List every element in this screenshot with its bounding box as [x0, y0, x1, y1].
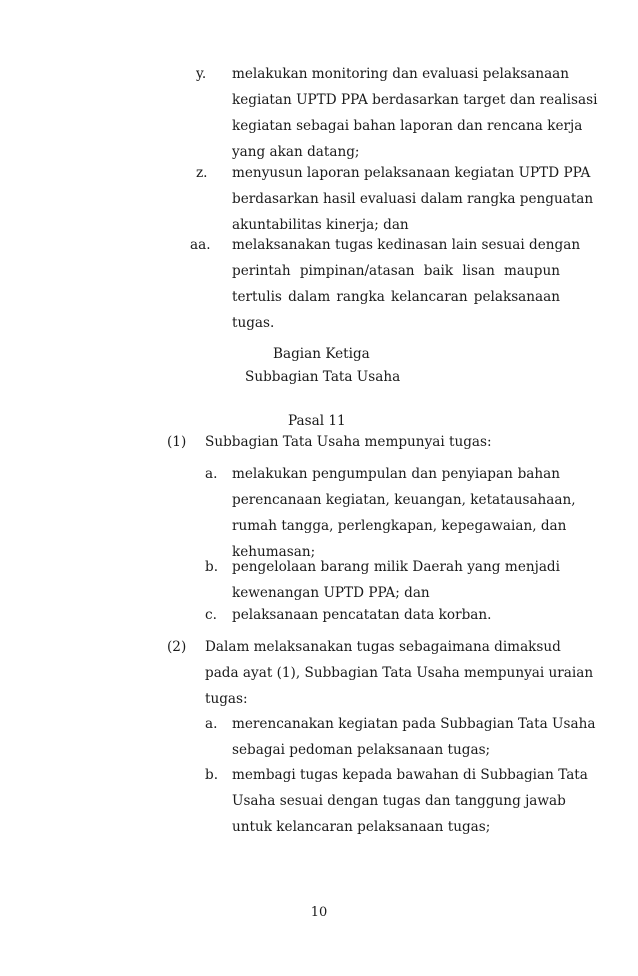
list-item — [205, 762, 588, 840]
item-text-line: kegiatan UPTD PPA berdasarkan target dan realisasi — [232, 92, 598, 108]
paragraph-text: Subbagian Tata Usaha mempunyai tugas: — [205, 434, 492, 450]
item-text-line: melaksanakan tugas kedinasan lain sesuai dengan — [232, 237, 581, 253]
paragraph-text-line: pada ayat (1), Subbagian Tata Usaha mempunyai uraian — [205, 665, 594, 681]
item-text-line: tertulis dalam rangka kelancaran pelaksanaan — [232, 289, 560, 305]
item-text-line: untuk kelancaran pelaksanaan tugas; — [232, 819, 491, 835]
section-title-heading: Subbagian Tata Usaha — [245, 369, 401, 385]
section-part-heading: Bagian Ketiga — [273, 346, 370, 362]
paragraph-marker: (1) — [167, 434, 187, 450]
item-text-line: melakukan monitoring dan evaluasi pelaksanaan — [232, 66, 570, 82]
item-marker: a. — [205, 466, 218, 482]
item-text-line: rumah tangga, perlengkapan, kepegawaian, dan — [232, 518, 567, 534]
item-text-line: Usaha sesuai dengan tugas dan tanggung jawab — [232, 793, 566, 809]
item-marker: aa. — [190, 237, 211, 253]
item-text-line: akuntabilitas kinerja; dan — [232, 217, 409, 233]
item-text-line: berdasarkan hasil evaluasi dalam rangka penguatan — [232, 191, 594, 207]
list-item — [205, 602, 560, 628]
item-text-line: kewenangan UPTD PPA; dan — [232, 585, 430, 601]
item-marker: z. — [196, 165, 208, 181]
item-text-line: membagi tugas kepada bawahan di Subbagian Tata — [232, 767, 588, 783]
item-text-line: pengelolaan barang milik Daerah yang menjadi — [232, 559, 560, 575]
list-item — [205, 554, 560, 606]
item-marker: b. — [205, 559, 219, 575]
page-number: 10 — [310, 905, 328, 920]
list-item — [190, 232, 581, 336]
item-text-line: perintah pimpinan/atasan baik lisan maupun — [232, 263, 560, 279]
item-text-line: pelaksanaan pencatatan data korban. — [232, 607, 492, 623]
item-text-line: menyusun laporan pelaksanaan kegiatan UPTD PPA — [232, 165, 591, 181]
article-heading: Pasal 11 — [288, 413, 346, 429]
item-text-line: melakukan pengumpulan dan penyiapan bahan — [232, 466, 560, 482]
paragraph-2 — [167, 634, 594, 712]
list-item — [205, 461, 576, 565]
item-text-line: kehumasan; — [232, 544, 316, 560]
item-text-line: merencanakan kegiatan pada Subbagian Tata Usaha — [232, 716, 596, 732]
item-marker: c. — [205, 607, 217, 623]
item-text-line: perencanaan kegiatan, keuangan, ketatausahaan, — [232, 492, 576, 508]
list-item — [205, 711, 596, 763]
paragraph-text-line: tugas: — [205, 691, 248, 707]
paragraph-text-line: Dalam melaksanakan tugas sebagaimana dimaksud — [205, 639, 561, 655]
item-text-line: tugas. — [232, 315, 275, 331]
item-marker: y. — [196, 66, 207, 82]
paragraph-marker: (2) — [167, 639, 187, 655]
paragraph-1 — [167, 429, 567, 455]
item-text-line: yang akan datang; — [232, 144, 360, 160]
item-text-line: kegiatan sebagai bahan laporan dan rencana kerja — [232, 118, 583, 134]
item-marker: a. — [205, 716, 218, 732]
list-item — [196, 160, 594, 238]
item-text-line: sebagai pedoman pelaksanaan tugas; — [232, 742, 491, 758]
item-marker: b. — [205, 767, 219, 783]
list-item — [196, 61, 598, 165]
